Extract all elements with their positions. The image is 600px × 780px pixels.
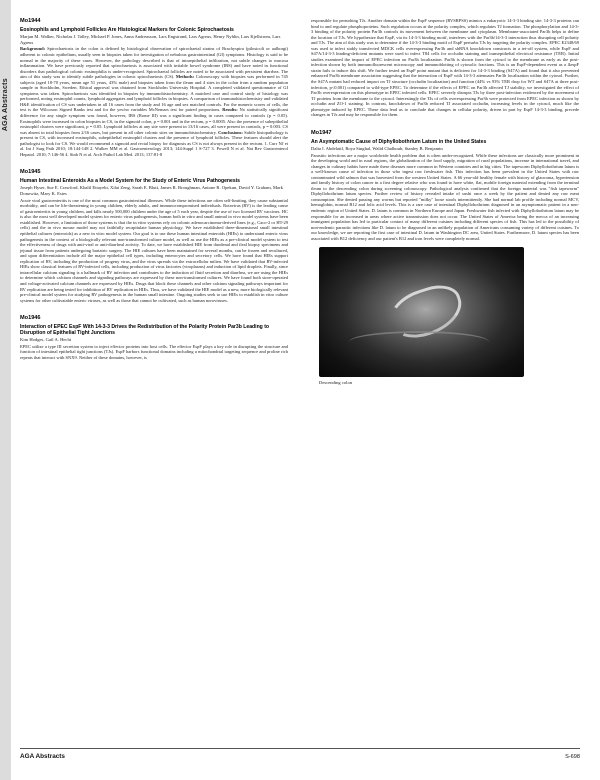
- abstract-mo1945: [20, 169, 288, 303]
- conclusions-text: Subtle histopathology is present in CS, with increased eosinophils, subepithelial eosinophil clusters and the presence of lymphoid follicles. These features should alert the pathologist to look for CS. We would recommend a sigmoid and rectal biopsy for diagnosis as CS is not always present in the rectum. 1. Curr NJ et al. Int J Surg Path 2010; 18:144-148 2. Walker MM et al. Gastroenterology 2013; 144:Suppl 1 S-727 3. Powell N et al. Nat Rev Gastroenterol Hepatol. 2010; 7:146-56 4. Sinh N et al. Arch Pathol Lab Med. 2013; 137:81-8: [20, 129, 289, 157]
- abstract-paragraph: responsible for perturbing TJs. Another domain within the EspF sequence (RVSRPSS) mimics a eukaryotic 14-3-3 binding site. 14-3-3 proteins can bind to and regulate phosphoproteins. Such regulation occurs at the polarity complex, which regulates TJ formation. The phosphorylation and 14-3-3 binding of the polarity protein Par3b controls its movement between the membrane and cytoplasm. Membrane-associated Par3b helps to define the location of TJs. We hypothesize that EspF, via its 14-3-3 binding motif, interferes with the Par3b/14-3-3 interaction thus disrupting cell polarity and TJs. The aim of this study was to determine if the 14-3-3 binding motif of EspF perturbs TJs by targeting the polarity complex. EPEC E2348/69 was used to infect stably transfected MDCK cells overexpressing Par3b and shRNA knockdown constructs in a tet-off system, while EspF and S47A/14-3-3 binding-deficient mutants were used to infect T84 cells for occludin staining and transepithelial electrical resistance (TER). Initial studies examined the impact of EPEC infection on Par3b localization. Par3b is shown from the cytosol to the membrane as early as the post-infection shown by both immunofluorescent microscopy and immunoblotting of cytosolic fractions. This is an EspF-dependent event as a ΔespF strain fails to induce this shift. We further tested an EspF point mutant that is deficient for 14-3-3 binding (S47A) and found that it also prevented enhanced Par3b membrane association suggesting that the interaction of EspF with 14-3-3 attenuates Par3b localization within the cytosol. Further, the S47A mutant had reduced impact on TJ structure (occludin localization) and function (44% vs 93% TER drop for WT and S47A at three post-infection, p<0.001) compared to wild-type EPEC. To determine if the effects of EPEC on Par3b affected TJ stability, we investigated the effect of Par3b overexpression on this phenotype in EPEC infected cells. EPEC severely disrupts TJs by three post-infection evidenced by the movement of TJ proteins from the membrane to the cytosol. Interestingly the TJs of cells overexpressing Par3b were protected from EPEC infection as shown by occludin and ZO-1 staining. In contrast, knockdown of Par3b reduced TJ associated occludin, increasing levels in the cytosol, much like the phenotype induced by EPEC. These data lead us to conclude that changes in cellular polarity, driven in part by EspF 14-3-3 binding, precede changes in TJs and may be responsible for them.: [311, 18, 579, 118]
- colonoscopy-image: [319, 247, 524, 377]
- footer-journal-name: AGA Abstracts: [20, 753, 65, 760]
- journal-sidebar: [0, 0, 11, 780]
- abstract-mo1944: [20, 18, 288, 157]
- abstract-id: Mo1946: [20, 315, 41, 322]
- abstract-paragraph: Acute viral gastroenteritis is one of the most common gastrointestinal illnesses. While these infections are often self-limiting, they cause substantial morbidity, and can be life-threatening in young children, elderly adults, and immunocompromised individuals. Rotavirus (RV) is the leading cause of gastroenteritis in young children, and kills nearly 500,000 children under the age of 5 each year, despite the use of two licensed RV vaccines. HC is also the most well developed model system for enteric virus pathogenesis, human both in vitro and small animal in vivo model systems have been established. However, a limitation of those systems is that the in vitro systems rely on colonic adenocarcinoma-derived lines (e.g., Caco-2 or HT-29 cells) and the in vivo mouse model may not faithfully recapitulate human physiology. We have established three-dimensional small intestinal epithelial cultures (enteroids) as a new in vitro model system. Our goal is to use these human intestinal enteroids (HIEs) to understand enteric virus pathogenesis in the context of a biologically relevant non-transformed culture model, as well as use the HIEs as a pre-clinical model system to test the effectiveness of drugs with anti-viral or anti-diarrheal activity. To date, we have established HIE from duodenal and ileal biopsy specimens and jejunal tissue from patients undergoing bariatric surgery. The HIE cultures have been maintained for several months, can be frozen and recultured, and upon differentiation include all the major epithelial cell types, including enterocytes and secretory cells. We have found that HIEs support replication of RV, including the production of progeny virus, and the virus spreads via the extracellular milieu. We have validated that RV-infected HIEs show classical features of RV-infected cells, including production of virus factories (viroplasms) and induction of lipid droplets. Finally, since intracellular calcium signaling is a hallmark of RV infection and contributes to the induction of fluid secretion and diarrhea, we are using the HIEs to determine which calcium channels and signaling pathways are expressed by these non-transformed cultures. We have found both store-operated and voltage-activated calcium channels are expressed by HIEs. Drugs that block these channels and other calcium signaling pathways important for RV replication are being tested for inhibition of RV replication in HIEs. Thus, we have validated the HIE model as a new, more biologically relevant pre-clinical model system for studying RV pathogenesis in the human small intestine. Ongoing studies seek to use HIEs to establish in vitro culture systems for other cultivatable enteric viruses, as well as those that cannot be cultivated, such as human noroviruses.: [20, 197, 288, 303]
- figure-caption: Descending colon: [319, 380, 353, 386]
- abstract-mo1946: [20, 315, 288, 360]
- abstract-body: [20, 46, 288, 157]
- abstract-paragraph: EPEC utilize a type III secretion system to inject effector proteins into host cells. The effector EspF plays a key role in disrupting the structure and function of intestinal epithelial tight junctions (TJs). EspF harbors functional domains including a mitochondrial targeting sequence and proline rich repeats that interact with SNX9. Neither of these domains, however, is: [20, 343, 288, 360]
- background-label: Background:: [20, 46, 46, 52]
- left-column: [20, 18, 288, 372]
- abstract-id: Mo1947: [311, 129, 332, 136]
- abstract-body: [311, 18, 579, 118]
- methods-text: Colonoscopy with biopsies was performed in 745 subjects (aged 18-70 years, mean age 51 years, 43% male) and biopsies taken from the ileum and 4 sites in the colon from a random population sample in Stockholm, Sweden. Ethical approval was obtained from Stockholm University Hospital. A completed validated questionnaire of GI symptoms was taken. Spirochaetosis was identified in biopsies by immunohistochemistry. A matched case and control study of histology was performed, noting eosinophil counts, lymphoid aggregates and lymphoid follicles in biopsies. A comparison of immunohistochemistry and validated H&E identification of CS was undertaken in all 16 cases from the study and 16 age and sex matched controls. For the numeric scores of cells, the test is the Wilcoxon Signed Ranks test and for the yes/no variables McNemars test for paired proportions.: [20, 74, 289, 113]
- right-column: [311, 18, 579, 397]
- conclusions-label: Conclusions:: [218, 129, 243, 135]
- abstract-body: [311, 153, 579, 242]
- methods-label: Methods:: [175, 74, 195, 80]
- results-label: Results:: [222, 107, 238, 113]
- abstract-id: Mo1945: [20, 169, 41, 176]
- abstract-mo1946-continued: [311, 18, 579, 118]
- abstract-id: Mo1944: [20, 18, 41, 24]
- abstract-title: Human Intestinal Enteroids As a Model System for the Study of Enteric Virus Pathogenesis: [20, 178, 240, 185]
- results-text: No statistically significant difference for any single symptom was found, however, IBS (Rome III) was a significant finding in cases compared to controls (p = 0.05). Eosinophils were increased in colon biopsies in CS, in the sigmoid colon, p = 0.001 and in the rectum, p = 0.0005. Also the presence of subepithelial eosinophil clusters were significant, p = 0.05. Lymphoid follicles at any site were present in 13/16 cases, all were present in controls, p = 0.003. CS was absent in total biopsies from 2/16 cases, but present in all other colonic sites on immunohistochemistry.: [20, 107, 289, 135]
- abstract-body: [20, 344, 288, 361]
- abstract-mo1947: [311, 130, 579, 385]
- abstract-title: Eosinophils and Lymphoid Follicles Are Histological Markers for Colonic Spirochaetosis: [20, 27, 234, 33]
- sidebar-label: AGA Abstracts: [2, 78, 9, 132]
- abstract-paragraph: Parasitic infections are a major worldwide health problem that is often under-recognized. While these infections are classically more prominent in the developing world and in rural regions, the globalization of the food supply, migration of rural populations, increase in international travel, and changes in culinary habits have made these diseases more common in Western countries and in big cities. The tapeworm Diphyllobothrium latum is a well-known cause of infection in those who ingest raw freshwater fish. This infection has been prevalent in the United States with raw contaminated wild salmon that was harvested from the western United States. A 66 year-old healthy female with history of glaucoma, hypertension and family history of colon cancer in a first degree relative who was found to have white, flat, mobile foreign material extending from the terminal ileum to the descending colon during screening colonoscopy. Pathological analysis confirmed that the foreign material was "fish tapeworm" Diphyllobothrium latum species. Further review of history revealed intake of sushi once a week by the patient and denied any raw meat consumption. She denied passing any worms but reported "milky" loose stools intermittently. She had normal lab profile including normal MCV, hemoglobin, normal B12 and folic acid levels. This is a rare case of intestinal Diphyllobothrium diagnosed in an asymptomatic patient in a non-endemic region of United States. D. latum is common in Northern Europe and Japan. Freshwater fish infected with Diphyllobothrium latum may be responsible for an increased in areas where active transmission does not occur. The United States of America being the mecca of an increasing immigrant population has led to particular contact of many different cuisines including different species of fish. This has led to the possibility of non-endemic parasitic infections like D. latum to be diagnosed in an unlikely population of Americans consuming variety of different cuisines. To our knowledge, we are reporting the first case of intestinal D. latum in Washington DC area, United States. Furthermore, D. latum species has been associated with B12 deficiency and our patient's B12 and iron levels were completely normal.: [311, 152, 579, 241]
- abstract-authors: Kim Hodges, Gail A. Hecht: [20, 337, 72, 343]
- background-text: Spirochaetosis in the colon is defined by histological observation of spirochaetal strains of Brachyspira (pilosicoli or aalborgi) adherent to colonic epithelium, usually seen in biopsies taken for investigation of nebulous gastrointestinal (GI) symptoms. Histology is said to be normal in the majority of these cases. However, the pathology described is that of intraepithelial infiltration, not subtle changes to mucosa inflammation. We have previously reported that spirochaetosis is associated with irritable bowel syndrome (IBS) and have noted in functional disorders that pathological colonic eosinophilia is under-recognised. Spirochaetal follicles are noted to be associated with persistent diarrhea. The aim of this study was to identify subtle pathologies in colonic spirochaetosis (CS).: [20, 46, 288, 80]
- abstract-authors: Dalia I. Abdelatif, Roya Singhal, Walid Chalhoub, Stanley B. Benjamin: [311, 145, 443, 151]
- page-number: S-698: [565, 754, 580, 760]
- abstract-title: An Asymptomatic Cause of Diphyllobothrium Latum in the United States: [311, 138, 487, 145]
- mucosal-fold-shape: [349, 331, 489, 353]
- abstract-body: [20, 198, 288, 303]
- abstract-authors: Marjan M. Walker, Nicholas J. Talley, Michael P. Jones, Anna Andreasson, Lars Engstrand, Lars Agreus, Henry Nyhlin, Lars Kjellstrom, Lars Agreus: [20, 34, 281, 45]
- abstract-title: Interaction of EPEC EspF With 14-3-3 Drives the Redistribution of the Polarity Protein Par3b Leading to Disruption of Epithelial Tight Junctions: [20, 324, 270, 337]
- abstract-authors: Joseph Hyser, Sue E. Crawford, Khalil Ettayebi, Xilai Zeng, Sarah E. Blutt, James R. Broughman, Antone R. Opekun, David Y. Graham, Mark Donowitz, Mary K. Estes: [20, 185, 283, 197]
- footer-divider: [20, 748, 580, 749]
